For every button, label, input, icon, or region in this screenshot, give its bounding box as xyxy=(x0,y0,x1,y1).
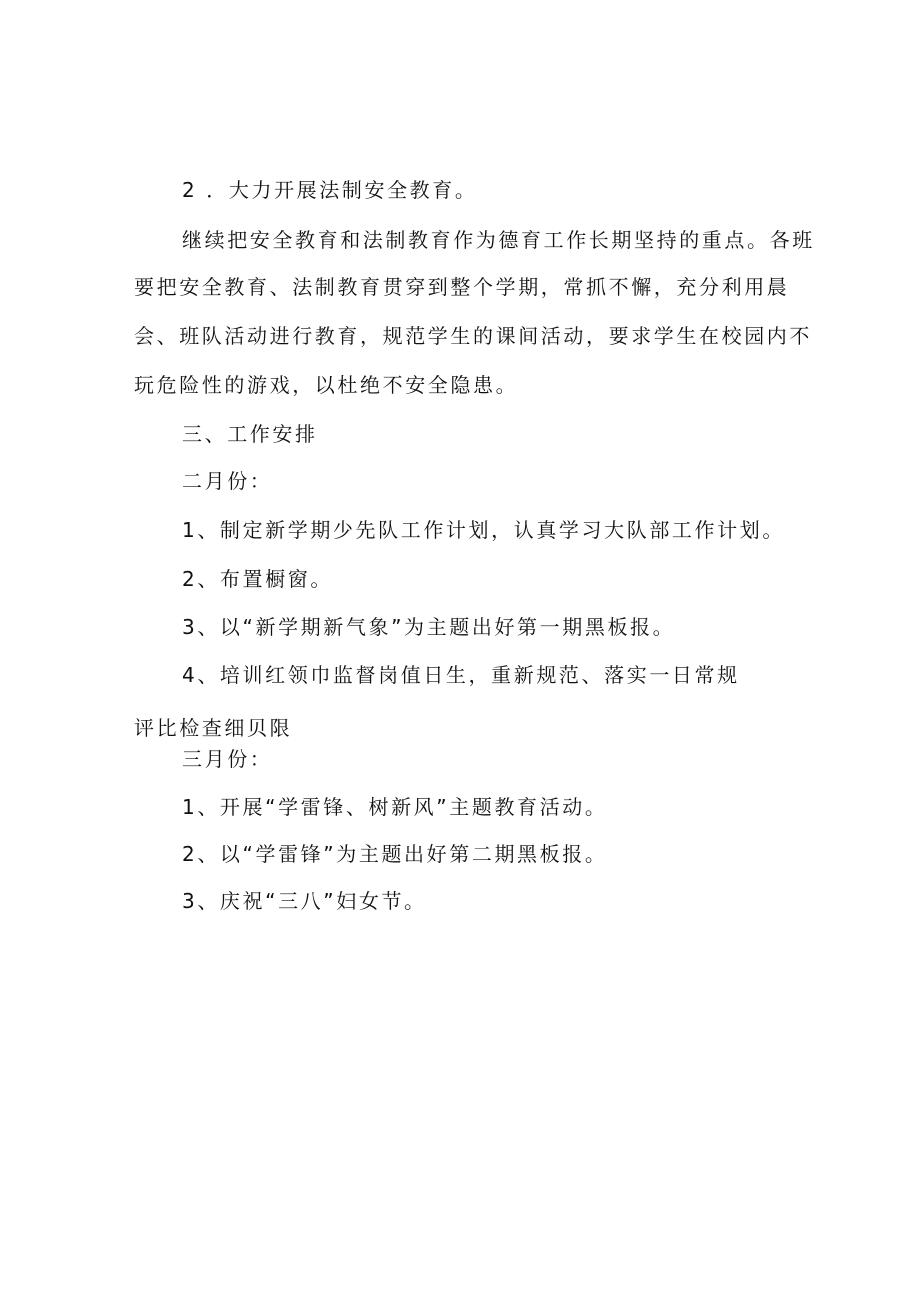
list-item: 3、以“新学期新气象”为主题出好第一期黑板报。 xyxy=(182,615,676,639)
month-heading-march: 三月份： xyxy=(182,747,273,771)
list-item: 2、以“学雷锋”为主题出好第二期黑板报。 xyxy=(182,842,608,866)
section-heading-legal-safety: 2 ．大力开展法制安全教育。 xyxy=(182,178,478,202)
paragraph-line: 要把安全教育、法制教育贯穿到整个学期，常抓不懈，充分利用晨 xyxy=(134,275,790,299)
paragraph-line: 玩危险性的游戏，以杜绝不安全隐患。 xyxy=(134,373,519,397)
paragraph-line: 继续把安全教育和法制教育作为德育工作长期坚持的重点。各班 xyxy=(182,228,815,252)
list-item: 1、开展“学雷锋、树新风”主题教育活动。 xyxy=(182,795,608,819)
list-item-continuation: 评比检查细贝限 xyxy=(134,716,293,740)
list-item: 1、制定新学期少先队工作计划，认真学习大队部工作计划。 xyxy=(182,518,785,542)
month-heading-february: 二月份： xyxy=(182,469,273,493)
list-item: 3、庆祝“三八”妇女节。 xyxy=(182,889,427,913)
paragraph-line: 会、班队活动进行教育，规范学生的课间活动，要求学生在校园内不 xyxy=(134,324,812,348)
section-heading-work-arrangement: 三、工作安排 xyxy=(182,422,318,446)
list-item: 2、布置橱窗。 xyxy=(182,567,333,591)
list-item: 4、培训红领巾监督岗值日生，重新规范、落实一日常规 xyxy=(182,663,740,687)
